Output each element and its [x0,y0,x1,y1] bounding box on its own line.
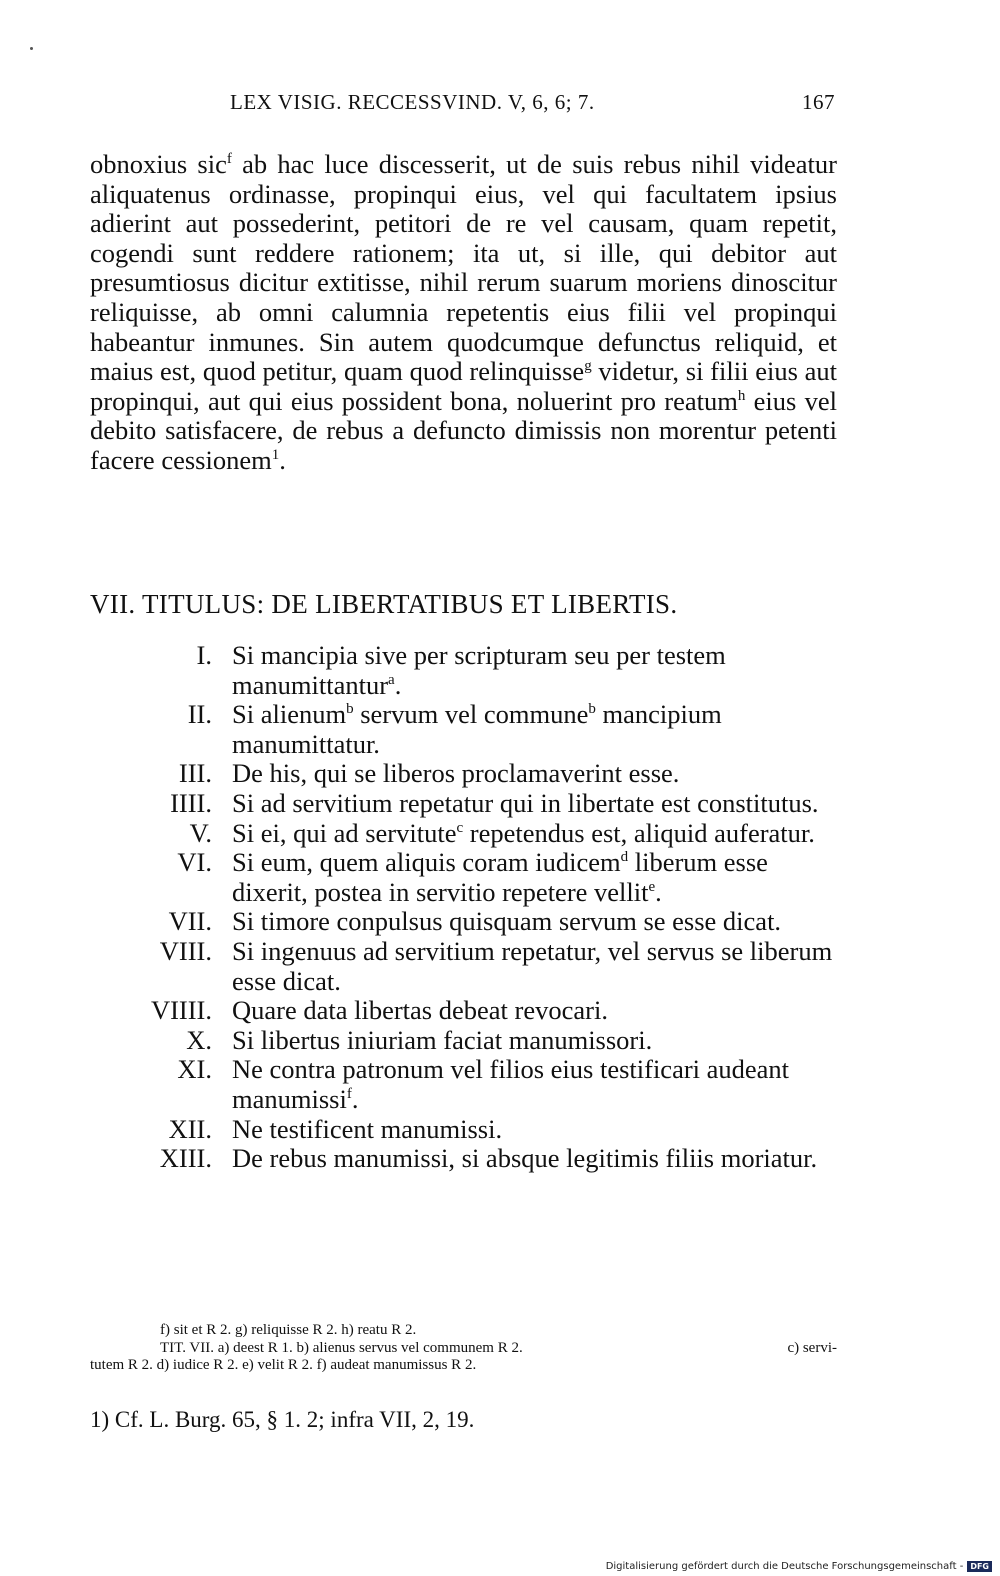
text-run: . [394,669,402,700]
footnote-text: c) servi- [787,1339,837,1356]
footnote-ref: d [620,849,629,866]
toc-entry [90,1115,837,1145]
toc-entry [90,819,837,849]
toc-number: VI. [177,847,212,878]
text-run: obnoxius sic [90,149,227,179]
text-run: videtur, si filii eius aut propinqui, aut qui eius possident bona, noluerint pro reatum [90,356,837,416]
toc-number: XII. [168,1113,212,1144]
text-run: Ne contra patronum vel filios eius testificari audeant manumissi [232,1054,790,1114]
page-number: 167 [802,90,835,114]
toc-text: Ne testificent manumissi. [232,1113,503,1144]
toc-entry [90,996,837,1026]
paper-speck [30,47,33,50]
toc-number: XI. [177,1054,212,1085]
toc-entry [90,848,837,907]
section-heading: VII. TITULUS: DE LIBERTATIBUS ET LIBERTIS. [90,589,678,619]
toc-number: VIII. [159,935,212,966]
toc-text [232,700,837,759]
toc-text [232,819,837,849]
toc-text: Si libertus iniuriam faciat manumissori. [232,1024,653,1055]
footnote-ref-h: h [737,387,746,404]
toc-number: XIII. [159,1143,212,1174]
table-of-contents [90,641,837,1174]
toc-entry [90,937,837,996]
toc-entry [90,1055,837,1114]
paragraph-text [90,150,837,476]
dfg-logo: DFG [967,1561,992,1572]
footnote-ref: b [346,701,354,718]
toc-text: De rebus manumissi, si absque legitimis filiis moriatur. [232,1143,818,1174]
toc-number: I. [196,640,212,670]
footnote-line: tutem R 2. d) iudice R 2. e) velit R 2. f) audeat manumissus R 2. [90,1357,477,1373]
digitization-credit [606,1561,992,1572]
text-run: eius vel debito satisfacere, de rebus a defuncto dimissis non morentur petenti facere cessionem [90,385,838,475]
note-1: 1) Cf. L. Burg. 65, § 1. 2; infra VII, 2, 19. [90,1407,475,1432]
toc-text [232,1055,837,1114]
footnote-ref-g: g [584,358,592,375]
toc-entry [90,700,837,759]
text-run: ab hac luce discesserit, ut de suis rebus nihil videatur aliquatenus ordinasse, propinqui eius, vel qui facultatem ipsius adierint aut possederint, petitori de re vel causam, quam repetit, cogendi sunt reddere rationem; ita ut, si ille, qui debitor aut presumtiosus dicitur extitisse, nihil rerum suarum moriens dinoscitur reliquisse, ab omni calumnia repetentis eius filii vel propinqui habeantur inmunes. Sin autem quodcumque defunctus reliquid, et maius est, quod petitur, quam quod relinquisse [90,149,837,387]
text-run: . [279,444,286,475]
toc-number: VII. [168,906,212,937]
toc-text [232,641,837,700]
toc-entry [90,789,837,819]
footnote-text: TIT. VII. a) deest R 1. b) alienus servus vel communem R 2. [160,1339,523,1356]
text-run: . [655,876,662,907]
text-run: Si ei, qui ad servitute [232,817,457,848]
toc-text: Quare data libertas debeat revocari. [232,995,608,1026]
footnote-line: f) sit et R 2. g) reliquisse R 2. h) reatu R 2. [160,1322,417,1338]
text-run: liberum esse dixerit, postea in servitio repetere vellit [232,847,768,907]
toc-entry [90,907,837,937]
body-paragraph [90,150,837,476]
toc-entry [90,641,837,700]
text-run: repetendus est, aliquid auferatur. [463,817,815,848]
footnote-ref: e [648,878,656,895]
credit-text: Digitalisierung gefördert durch die Deutsche Forschungsgemeinschaft - [605,1561,964,1572]
text-run: mancipium manumittatur. [232,699,722,759]
toc-entry [90,759,837,789]
footnote-ref: a [388,671,395,688]
toc-entry [90,1144,837,1174]
toc-number: IIII. [170,787,212,818]
toc-text: Si timore conpulsus quisquam servum se esse dicat. [232,906,782,937]
toc-text: Si ad servitium repetatur qui in libertate est constitutus. [232,787,819,818]
toc-number: V. [189,817,212,848]
footnotes [90,1322,837,1375]
footnote-ref: c [456,819,464,836]
toc-number: II. [187,699,212,730]
toc-number: VIIII. [150,995,212,1026]
toc-number: III. [178,758,212,789]
footnote-ref: b [588,701,596,718]
footnote-ref-1: 1 [271,446,280,463]
text-run: servum vel commune [353,699,589,730]
toc-entry [90,1026,837,1056]
toc-number: X. [186,1024,212,1055]
text-run: Si mancipia sive per scripturam seu per testem manumittantur [232,640,726,700]
toc-text: Si ingenuus ad servitium repetatur, vel servus se liberum esse dicat. [232,935,833,996]
toc-text [232,848,837,907]
toc-text: De his, qui se liberos proclamaverint esse. [232,758,680,789]
running-head-title: LEX VISIG. RECCESSVIND. V, 6, 6; 7. [230,90,595,114]
footnote-ref: f [346,1085,352,1102]
footnote-ref-f: f [226,151,232,167]
text-run: . [351,1083,359,1114]
footnote-line [90,1340,837,1358]
text-run: Si eum, quem aliquis coram iudicem [232,847,621,878]
text-run: Si alienum [232,699,347,730]
